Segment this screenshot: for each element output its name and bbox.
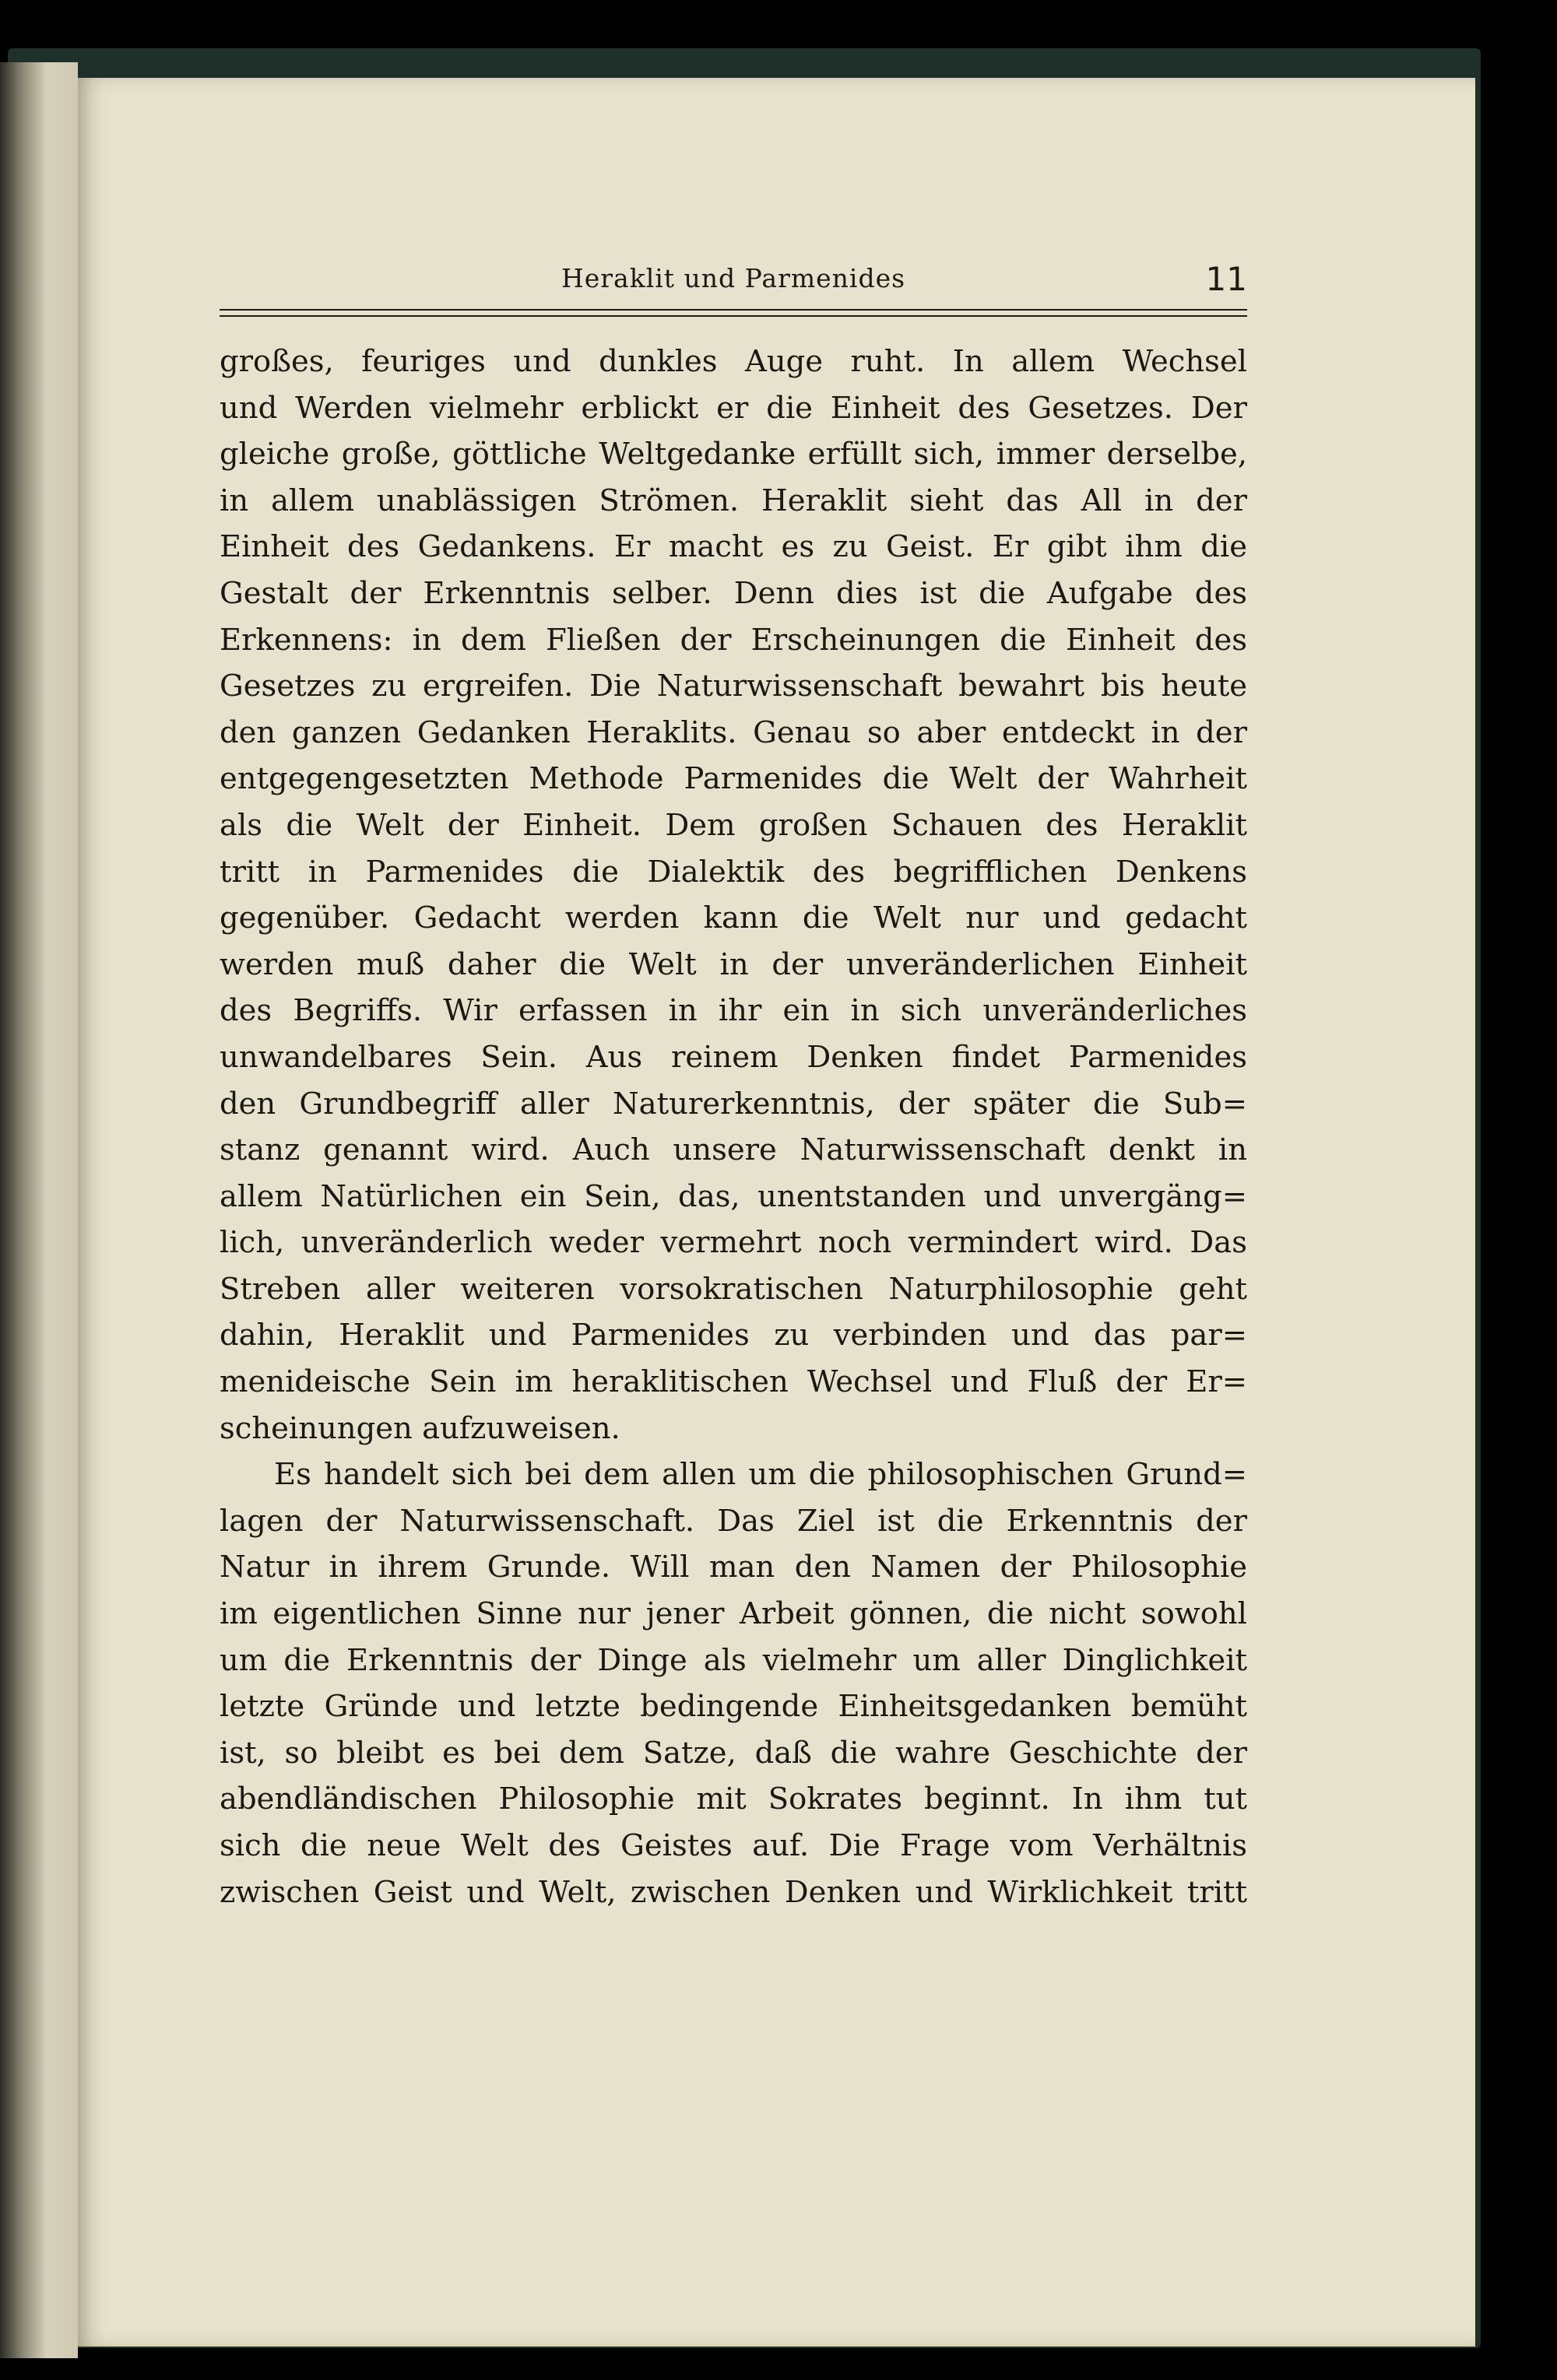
text-line: des Begriffs. Wir erfassen in ihr ein in sich unveränderliches	[220, 993, 1247, 1029]
text-line: dahin, Heraklit und Parmenides zu verbinden und das par=	[220, 1318, 1247, 1353]
text-line: Es handelt sich bei dem allen um die philosophischen Grund=	[274, 1457, 1247, 1493]
running-title: Heraklit und Parmenides	[561, 263, 906, 293]
text-line: als die Welt der Einheit. Dem großen Schauen des Heraklit	[220, 807, 1247, 843]
text-line: großes, feuriges und dunkles Auge ruht. In allem Wechsel	[220, 344, 1247, 379]
text-line: in allem unablässigen Strömen. Heraklit sieht das All in der	[220, 483, 1247, 518]
text-line: abendländischen Philosophie mit Sokrates beginnt. In ihm tut	[220, 1781, 1247, 1817]
text-line: und Werden vielmehr erblickt er die Einheit des Gesetzes. Der	[220, 390, 1247, 426]
text-line: Einheit des Gedankens. Er macht es zu Geist. Er gibt ihm die	[220, 529, 1247, 565]
text-line: allem Natürlichen ein Sein, das, unentstanden und unvergäng=	[220, 1178, 1247, 1214]
left-page-edge	[0, 62, 78, 2358]
text-line: Erkennens: in dem Fließen der Erscheinungen die Einheit des	[220, 622, 1247, 658]
text-line: tritt in Parmenides die Dialektik des begrifflichen Denkens	[220, 854, 1247, 890]
text-line: gleiche große, göttliche Weltgedanke erfüllt sich, immer derselbe,	[220, 437, 1247, 472]
body-text	[220, 339, 1247, 1915]
text-line: im eigentlichen Sinne nur jener Arbeit gönnen, die nicht sowohl	[220, 1596, 1247, 1632]
header-rule-double	[220, 315, 1247, 317]
text-line: letzte Gründe und letzte bedingende Einheitsgedanken bemüht	[220, 1689, 1247, 1725]
text-line: zwischen Geist und Welt, zwischen Denken und Wirklichkeit tritt	[220, 1874, 1247, 1910]
text-line: scheinungen aufzuweisen.	[220, 1410, 620, 1446]
text-line: den Grundbegriff aller Naturerkenntnis, der später die Sub=	[220, 1086, 1247, 1122]
text-line: sich die neue Welt des Geistes auf. Die Frage vom Verhältnis	[220, 1828, 1247, 1863]
text-line: gegenüber. Gedacht werden kann die Welt nur und gedacht	[220, 900, 1247, 936]
text-line: den ganzen Gedanken Heraklits. Genau so aber entdeckt in der	[220, 714, 1247, 750]
page-header	[220, 258, 1247, 305]
text-line: unwandelbares Sein. Aus reinem Denken findet Parmenides	[220, 1039, 1247, 1075]
text-line: werden muß daher die Welt in der unveränderlichen Einheit	[220, 946, 1247, 982]
text-line: Gestalt der Erkenntnis selber. Denn dies ist die Aufgabe des	[220, 575, 1247, 611]
text-line: um die Erkenntnis der Dinge als vielmehr um aller Dinglichkeit	[220, 1642, 1247, 1678]
text-line: stanz genannt wird. Auch unsere Naturwissenschaft denkt in	[220, 1132, 1247, 1168]
page-number: 11	[1205, 260, 1247, 298]
text-line: entgegengesetzten Methode Parmenides die Welt der Wahrheit	[220, 761, 1247, 797]
text-line: Natur in ihrem Grunde. Will man den Namen der Philosophie	[220, 1550, 1247, 1585]
text-line: menideische Sein im heraklitischen Wechsel und Fluß der Er=	[220, 1364, 1247, 1400]
text-line: lagen der Naturwissenschaft. Das Ziel ist die Erkenntnis der	[220, 1503, 1247, 1539]
text-line: Streben aller weiteren vorsokratischen Naturphilosophie geht	[220, 1271, 1247, 1307]
header-rule	[220, 309, 1247, 311]
text-line: ist, so bleibt es bei dem Satze, daß die wahre Geschichte der	[220, 1735, 1247, 1771]
text-line: lich, unveränderlich weder vermehrt noch vermindert wird. Das	[220, 1225, 1247, 1261]
text-line: Gesetzes zu ergreifen. Die Naturwissenschaft bewahrt bis heute	[220, 669, 1247, 704]
